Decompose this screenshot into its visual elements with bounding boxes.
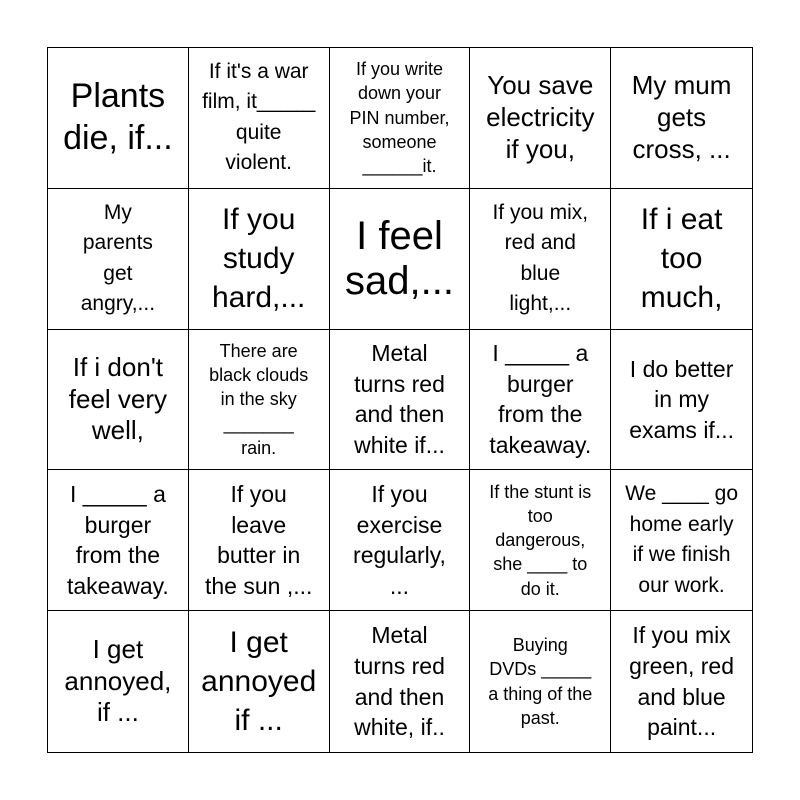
cell-text: If i don't feel very well, xyxy=(68,351,168,446)
cell-text: My mum gets cross, ... xyxy=(631,70,732,164)
cell-text: I _____ a burger from the takeaway. xyxy=(66,481,169,599)
cell-text: If you exercise regularly, ... xyxy=(353,481,446,599)
cell-text: I _____ a burger from the takeaway. xyxy=(489,340,592,459)
cell-text: There are black clouds in the sky _______ rain. xyxy=(209,340,309,458)
bingo-cell[interactable] xyxy=(330,330,471,471)
cell-text: You save electricity if you, xyxy=(486,70,595,164)
bingo-cell[interactable] xyxy=(470,189,611,330)
bingo-cell[interactable] xyxy=(470,48,611,189)
cell-text: I feel sad,... xyxy=(345,213,454,303)
bingo-cell[interactable] xyxy=(470,330,611,471)
bingo-cell[interactable] xyxy=(611,189,752,330)
cell-text: If you study hard,... xyxy=(212,203,306,315)
bingo-cell[interactable] xyxy=(48,48,189,189)
bingo-cell[interactable] xyxy=(48,189,189,330)
cell-text: I get annoyed, if ... xyxy=(64,634,172,728)
cell-text: Buying DVDs _____ a thing of the past. xyxy=(488,635,593,728)
bingo-cell[interactable] xyxy=(330,470,471,611)
bingo-cell[interactable] xyxy=(470,611,611,752)
cell-text: If you mix, red and blue light,... xyxy=(492,200,589,316)
cell-text: Metal turns red and then white, if.. xyxy=(354,622,445,741)
bingo-cell[interactable] xyxy=(48,330,189,471)
cell-text: If you leave butter in the sun ,... xyxy=(204,481,313,599)
bingo-cell[interactable] xyxy=(189,470,330,611)
bingo-cell[interactable] xyxy=(330,48,471,189)
cell-text: Metal turns red and then white if... xyxy=(354,340,445,459)
bingo-board xyxy=(47,47,753,753)
bingo-cell[interactable] xyxy=(189,189,330,330)
bingo-cell[interactable] xyxy=(330,189,471,330)
bingo-cell[interactable] xyxy=(48,470,189,611)
cell-text: If you write down your PIN number, someone ______it. xyxy=(349,59,450,177)
cell-text: I get annoyed if ... xyxy=(201,626,317,738)
bingo-cell[interactable] xyxy=(611,48,752,189)
cell-text: We ____ go home early if we finish our work. xyxy=(625,482,739,597)
cell-text: Plants die, if... xyxy=(63,77,173,157)
cell-text: If i eat too much, xyxy=(640,203,723,315)
bingo-cell[interactable] xyxy=(470,470,611,611)
cell-text: My parents get angry,... xyxy=(80,200,156,316)
bingo-cell[interactable] xyxy=(330,611,471,752)
bingo-cell[interactable] xyxy=(189,611,330,752)
cell-text: If you mix green, red and blue paint... xyxy=(629,622,735,741)
bingo-cell[interactable] xyxy=(48,611,189,752)
bingo-cell[interactable] xyxy=(611,330,752,471)
bingo-cell[interactable] xyxy=(189,48,330,189)
bingo-cell[interactable] xyxy=(189,330,330,471)
cell-text: I do better in my exams if... xyxy=(629,355,734,443)
bingo-cell[interactable] xyxy=(611,470,752,611)
bingo-cell[interactable] xyxy=(611,611,752,752)
cell-text: If it's a war film, it_____ quite violent. xyxy=(202,60,316,175)
cell-text: If the stunt is too dangerous, she ____ to do it. xyxy=(489,481,592,599)
